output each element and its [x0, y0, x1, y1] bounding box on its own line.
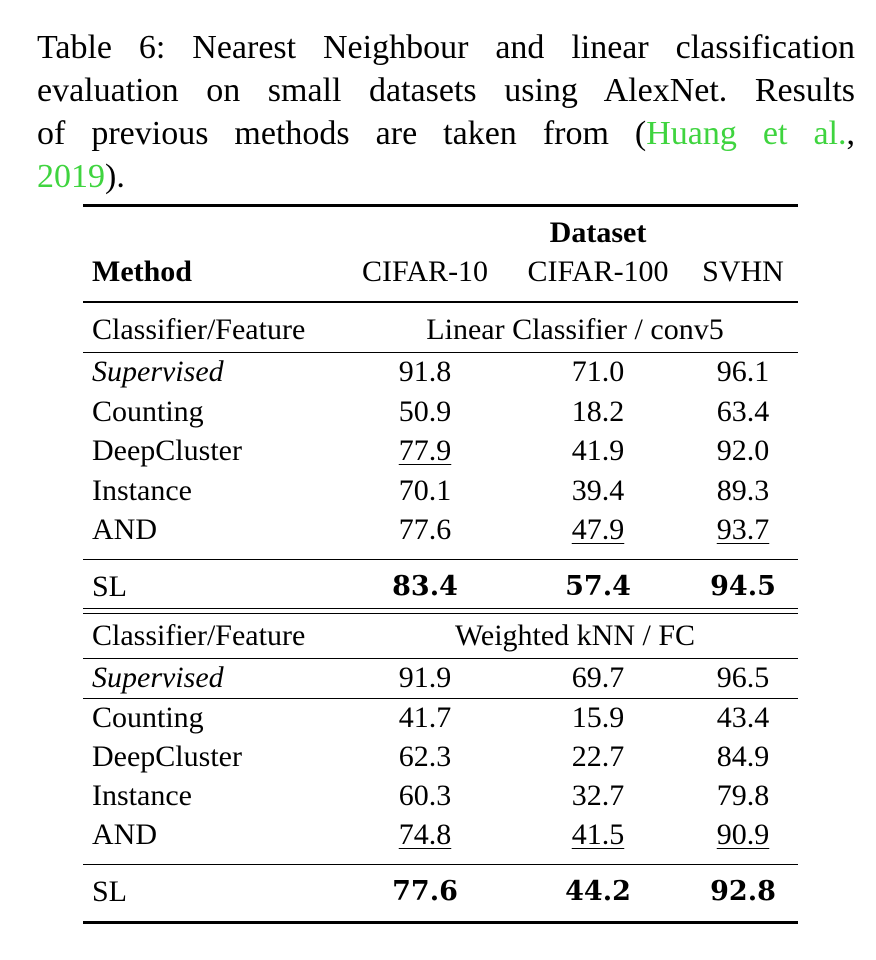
column-group-header: Dataset: [549, 216, 647, 249]
result-value: 89.3: [716, 473, 770, 507]
feature-value: Linear Classifier / conv5: [426, 313, 724, 346]
caption-line: [37, 114, 855, 154]
method-name: SL: [92, 875, 128, 908]
best-result-value: 44.2: [565, 876, 631, 907]
table-rule: [83, 613, 798, 614]
result-value: 15.9: [571, 701, 625, 734]
best-result-value: 57.4: [565, 571, 631, 602]
result-value: 79.8: [716, 779, 770, 812]
feature-label: Classifier/Feature: [92, 313, 306, 346]
result-value: 22.7: [571, 740, 625, 773]
table-rule: [83, 352, 798, 353]
result-value: 92.0: [716, 434, 770, 467]
caption-text: ).: [105, 158, 125, 195]
result-value: 18.2: [571, 394, 625, 428]
column-header: CIFAR-10: [361, 255, 489, 288]
result-value: 41.5: [571, 818, 625, 851]
result-value: 90.9: [716, 818, 770, 851]
caption-text: of previous methods are taken from (: [37, 115, 647, 152]
method-name: Counting: [92, 701, 204, 734]
method-name: Instance: [92, 779, 192, 812]
best-result-value: 94.5: [710, 571, 776, 602]
result-value: 96.5: [716, 661, 770, 694]
table-rule: [83, 559, 798, 560]
result-value: 84.9: [716, 740, 770, 773]
result-value: 50.9: [398, 394, 452, 428]
caption-text: ,: [846, 115, 855, 152]
result-value: 60.3: [398, 779, 452, 812]
caption-line: [37, 157, 855, 197]
method-name: SL: [92, 570, 128, 603]
method-name: Counting: [92, 394, 204, 428]
method-name: DeepCluster: [92, 434, 242, 467]
table-rule: [83, 608, 798, 609]
result-value: 96.1: [716, 355, 770, 388]
method-name: DeepCluster: [92, 740, 242, 773]
citation-link[interactable]: 2019: [37, 158, 105, 195]
table-rule: [83, 921, 798, 924]
best-result-value: 83.4: [392, 571, 458, 602]
table-rule: [83, 864, 798, 865]
result-value: 63.4: [716, 394, 770, 428]
result-value: 62.3: [398, 740, 452, 773]
table-rule: [83, 204, 798, 207]
result-value: 41.7: [398, 701, 452, 734]
method-name: Supervised: [92, 355, 224, 388]
result-value: 71.0: [571, 355, 625, 388]
table-rule: [83, 301, 798, 303]
result-value: 39.4: [571, 473, 625, 507]
caption-line: evaluation on small datasets using AlexNet. Results: [37, 72, 855, 109]
result-value: 74.8: [398, 818, 452, 851]
result-value: 41.9: [571, 434, 625, 467]
column-header: CIFAR-100: [527, 255, 669, 288]
result-value: 93.7: [716, 513, 770, 546]
caption-line: Table 6: Nearest Neighbour and linear classification: [37, 29, 855, 66]
result-value: 91.9: [398, 661, 452, 694]
result-value: 77.6: [398, 513, 452, 546]
method-name: AND: [92, 513, 157, 546]
citation-link[interactable]: Huang et al.: [646, 115, 847, 152]
method-name: AND: [92, 818, 157, 851]
result-value: 69.7: [571, 661, 625, 694]
feature-value: Weighted kNN / FC: [454, 619, 696, 652]
feature-label: Classifier/Feature: [92, 619, 306, 652]
method-header: Method: [92, 255, 192, 288]
best-result-value: 77.6: [392, 876, 458, 907]
result-value: 32.7: [571, 779, 625, 812]
table-rule: [83, 658, 798, 659]
result-value: 70.1: [398, 473, 452, 507]
result-value: 43.4: [716, 701, 770, 734]
result-value: 91.8: [398, 355, 452, 388]
table-rule: [83, 698, 798, 699]
result-value: 77.9: [398, 434, 452, 467]
method-name: Instance: [92, 473, 192, 507]
result-value: 47.9: [571, 513, 625, 546]
best-result-value: 92.8: [710, 876, 776, 907]
method-name: Supervised: [92, 661, 224, 694]
column-header: SVHN: [702, 255, 784, 288]
